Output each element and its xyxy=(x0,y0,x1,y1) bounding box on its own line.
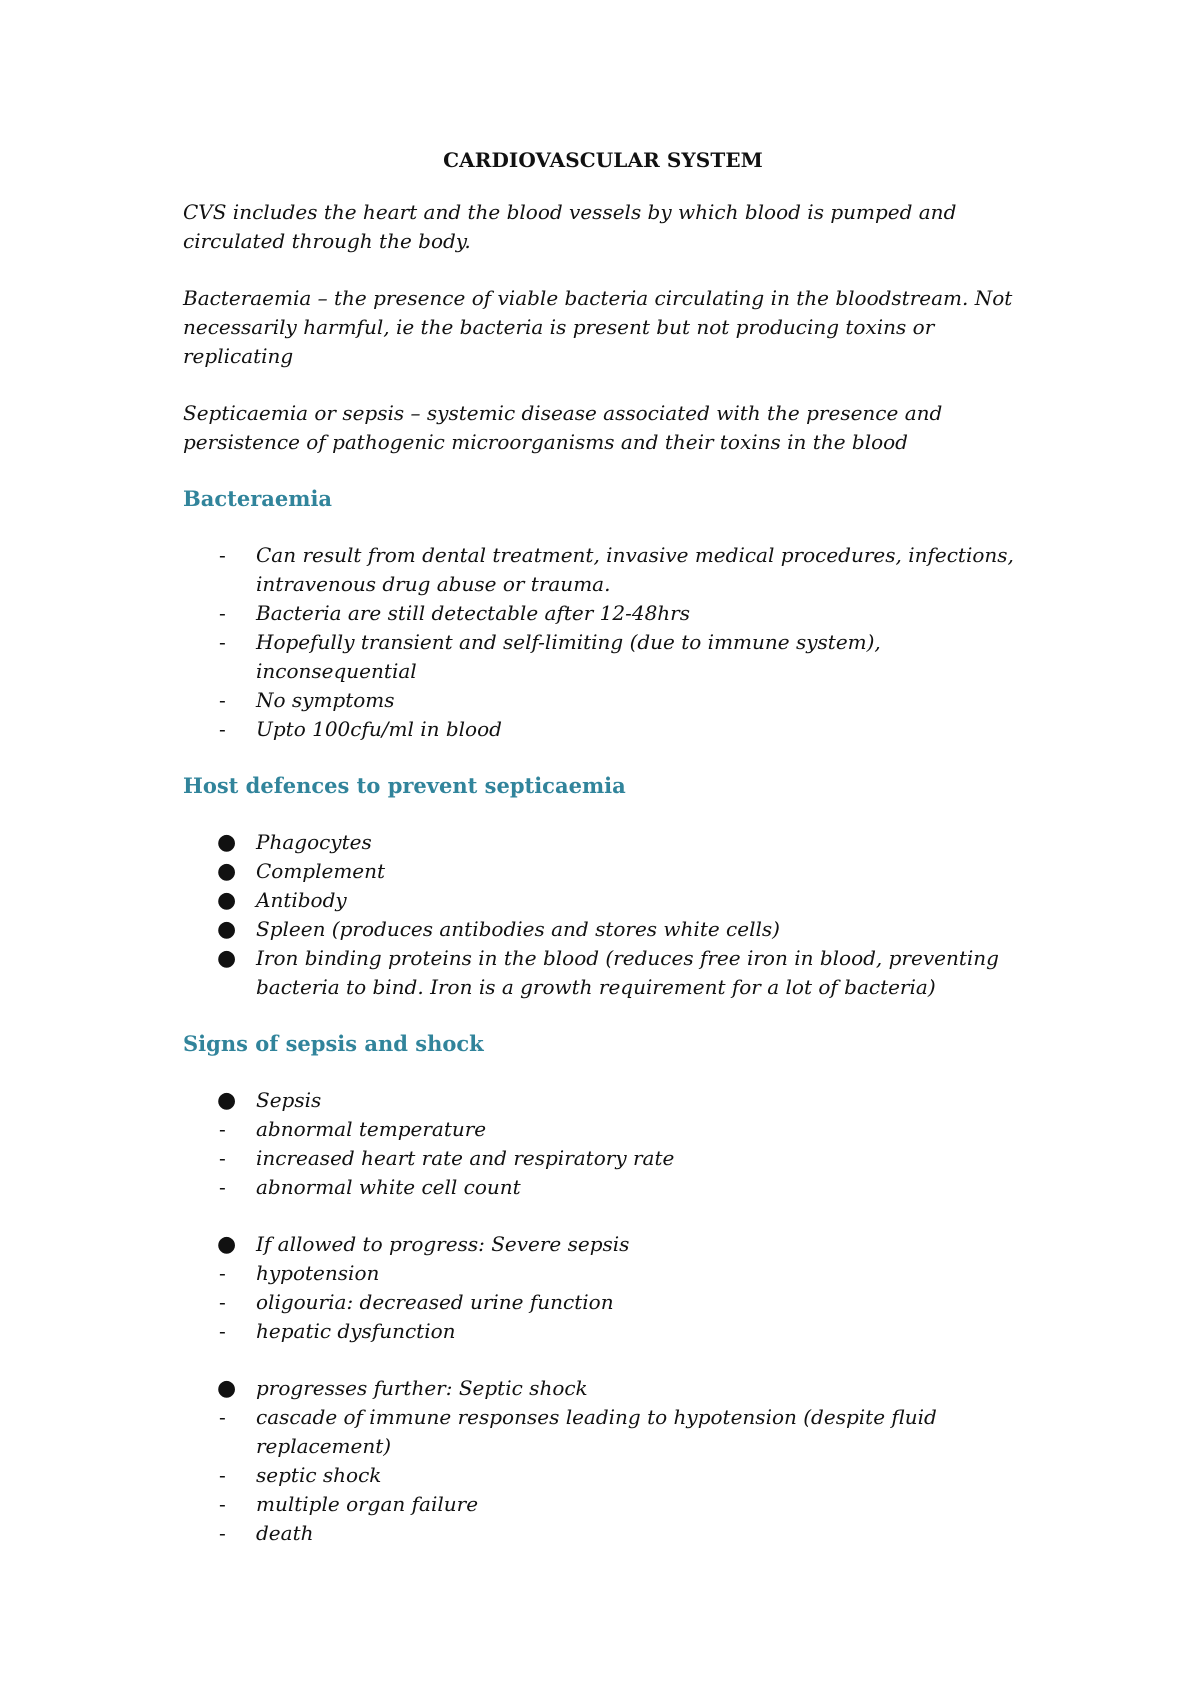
dash-marker: - xyxy=(219,1405,226,1429)
dash-marker: - xyxy=(219,601,226,625)
list-item xyxy=(183,1490,1023,1519)
dash-marker: - xyxy=(219,1463,226,1487)
list-item-text: Bacteria are still detectable after 12-48hrs xyxy=(256,601,691,625)
section-heading-signs: Signs of sepsis and shock xyxy=(183,1031,484,1056)
dash-marker: - xyxy=(219,543,226,567)
list-item-text: abnormal temperature xyxy=(256,1117,487,1141)
intro-paragraph-bacteraemia: Bacteraemia – the presence of viable bacteria circulating in the bloodstream. Not necessarily harmful, ie the bacteria is present but not producing toxins or replicating xyxy=(183,286,1013,368)
list-item xyxy=(183,828,1023,857)
bullet-marker: ● xyxy=(217,1088,237,1113)
list-item xyxy=(183,1230,1023,1259)
list-item xyxy=(183,915,1023,944)
list-item-text: death xyxy=(256,1521,314,1545)
section-heading-host-defences: Host defences to prevent septicaemia xyxy=(183,773,626,798)
list-item-text: Phagocytes xyxy=(256,830,372,854)
dash-marker: - xyxy=(219,1261,226,1285)
list-item xyxy=(183,1403,1023,1461)
dash-marker: - xyxy=(219,1175,226,1199)
list-item-text: hepatic dysfunction xyxy=(256,1319,456,1343)
intro-paragraph-septicaemia: Septicaemia or sepsis – systemic disease associated with the presence and persistence of pathogenic microorganisms and their toxins in the blood xyxy=(183,401,943,454)
list-item xyxy=(183,1144,1023,1173)
list-item xyxy=(183,541,1023,599)
list-item xyxy=(183,886,1023,915)
bullet-marker: ● xyxy=(217,1376,237,1401)
list-item-text: increased heart rate and respiratory rate xyxy=(256,1146,675,1170)
list-item xyxy=(183,599,1023,628)
dash-marker: - xyxy=(219,1117,226,1141)
bullet-marker: ● xyxy=(217,917,237,942)
dash-marker: - xyxy=(219,1492,226,1516)
list-item xyxy=(183,1374,1023,1403)
document-content xyxy=(183,146,1023,1576)
list-item-text: Antibody xyxy=(256,888,347,912)
signs-group-severe-sepsis xyxy=(183,1230,1023,1346)
list-item xyxy=(183,628,1023,686)
list-item-text: abnormal white cell count xyxy=(256,1175,521,1199)
dash-marker: - xyxy=(219,1521,226,1545)
dash-marker: - xyxy=(219,688,226,712)
signs-group-sepsis xyxy=(183,1086,1023,1202)
intro-paragraph-cvs: CVS includes the heart and the blood vessels by which blood is pumped and circulated through the body. xyxy=(183,200,957,253)
bullet-marker: ● xyxy=(217,888,237,913)
group-title: progresses further: Septic shock xyxy=(256,1376,588,1400)
list-item-text: No symptoms xyxy=(256,688,395,712)
list-item xyxy=(183,1317,1023,1346)
dash-marker: - xyxy=(219,1290,226,1314)
list-item-text: septic shock xyxy=(256,1463,382,1487)
bacteraemia-list xyxy=(183,541,1023,744)
list-item xyxy=(183,1519,1023,1548)
bullet-marker: ● xyxy=(217,859,237,884)
list-item-text: Iron binding proteins in the blood (reduces free iron in blood, preventing bacteria to bind. Iron is a growth requirement for a lot of bacteria) xyxy=(256,946,999,999)
dash-marker: - xyxy=(219,1146,226,1170)
list-item xyxy=(183,1461,1023,1490)
list-item xyxy=(183,1173,1023,1202)
dash-marker: - xyxy=(219,717,226,741)
group-title: Sepsis xyxy=(256,1088,322,1112)
list-item-text: oligouria: decreased urine function xyxy=(256,1290,614,1314)
list-item-text: multiple organ failure xyxy=(256,1492,479,1516)
bullet-marker: ● xyxy=(217,946,237,971)
signs-group-septic-shock xyxy=(183,1374,1023,1548)
document-title: CARDIOVASCULAR SYSTEM xyxy=(443,148,763,172)
bullet-marker: ● xyxy=(217,1232,237,1257)
list-item-text: Can result from dental treatment, invasive medical procedures, infections, intravenous drug abuse or trauma. xyxy=(256,543,1014,596)
list-item-text: hypotension xyxy=(256,1261,380,1285)
host-defences-list xyxy=(183,828,1023,1002)
group-title: If allowed to progress: Severe sepsis xyxy=(256,1232,630,1256)
list-item-text: Complement xyxy=(256,859,386,883)
section-heading-bacteraemia: Bacteraemia xyxy=(183,486,333,511)
list-item-text: Upto 100cfu/ml in blood xyxy=(256,717,502,741)
list-item-text: Hopefully transient and self-limiting (due to immune system), inconsequential xyxy=(256,630,881,683)
bullet-marker: ● xyxy=(217,830,237,855)
list-item xyxy=(183,686,1023,715)
list-item xyxy=(183,1086,1023,1115)
list-item xyxy=(183,857,1023,886)
list-item-text: Spleen (produces antibodies and stores white cells) xyxy=(256,917,780,941)
list-item xyxy=(183,1288,1023,1317)
list-item xyxy=(183,1259,1023,1288)
list-item xyxy=(183,944,1023,1002)
list-item xyxy=(183,1115,1023,1144)
dash-marker: - xyxy=(219,630,226,654)
list-item xyxy=(183,715,1023,744)
dash-marker: - xyxy=(219,1319,226,1343)
list-item-text: cascade of immune responses leading to hypotension (despite fluid replacement) xyxy=(256,1405,937,1458)
